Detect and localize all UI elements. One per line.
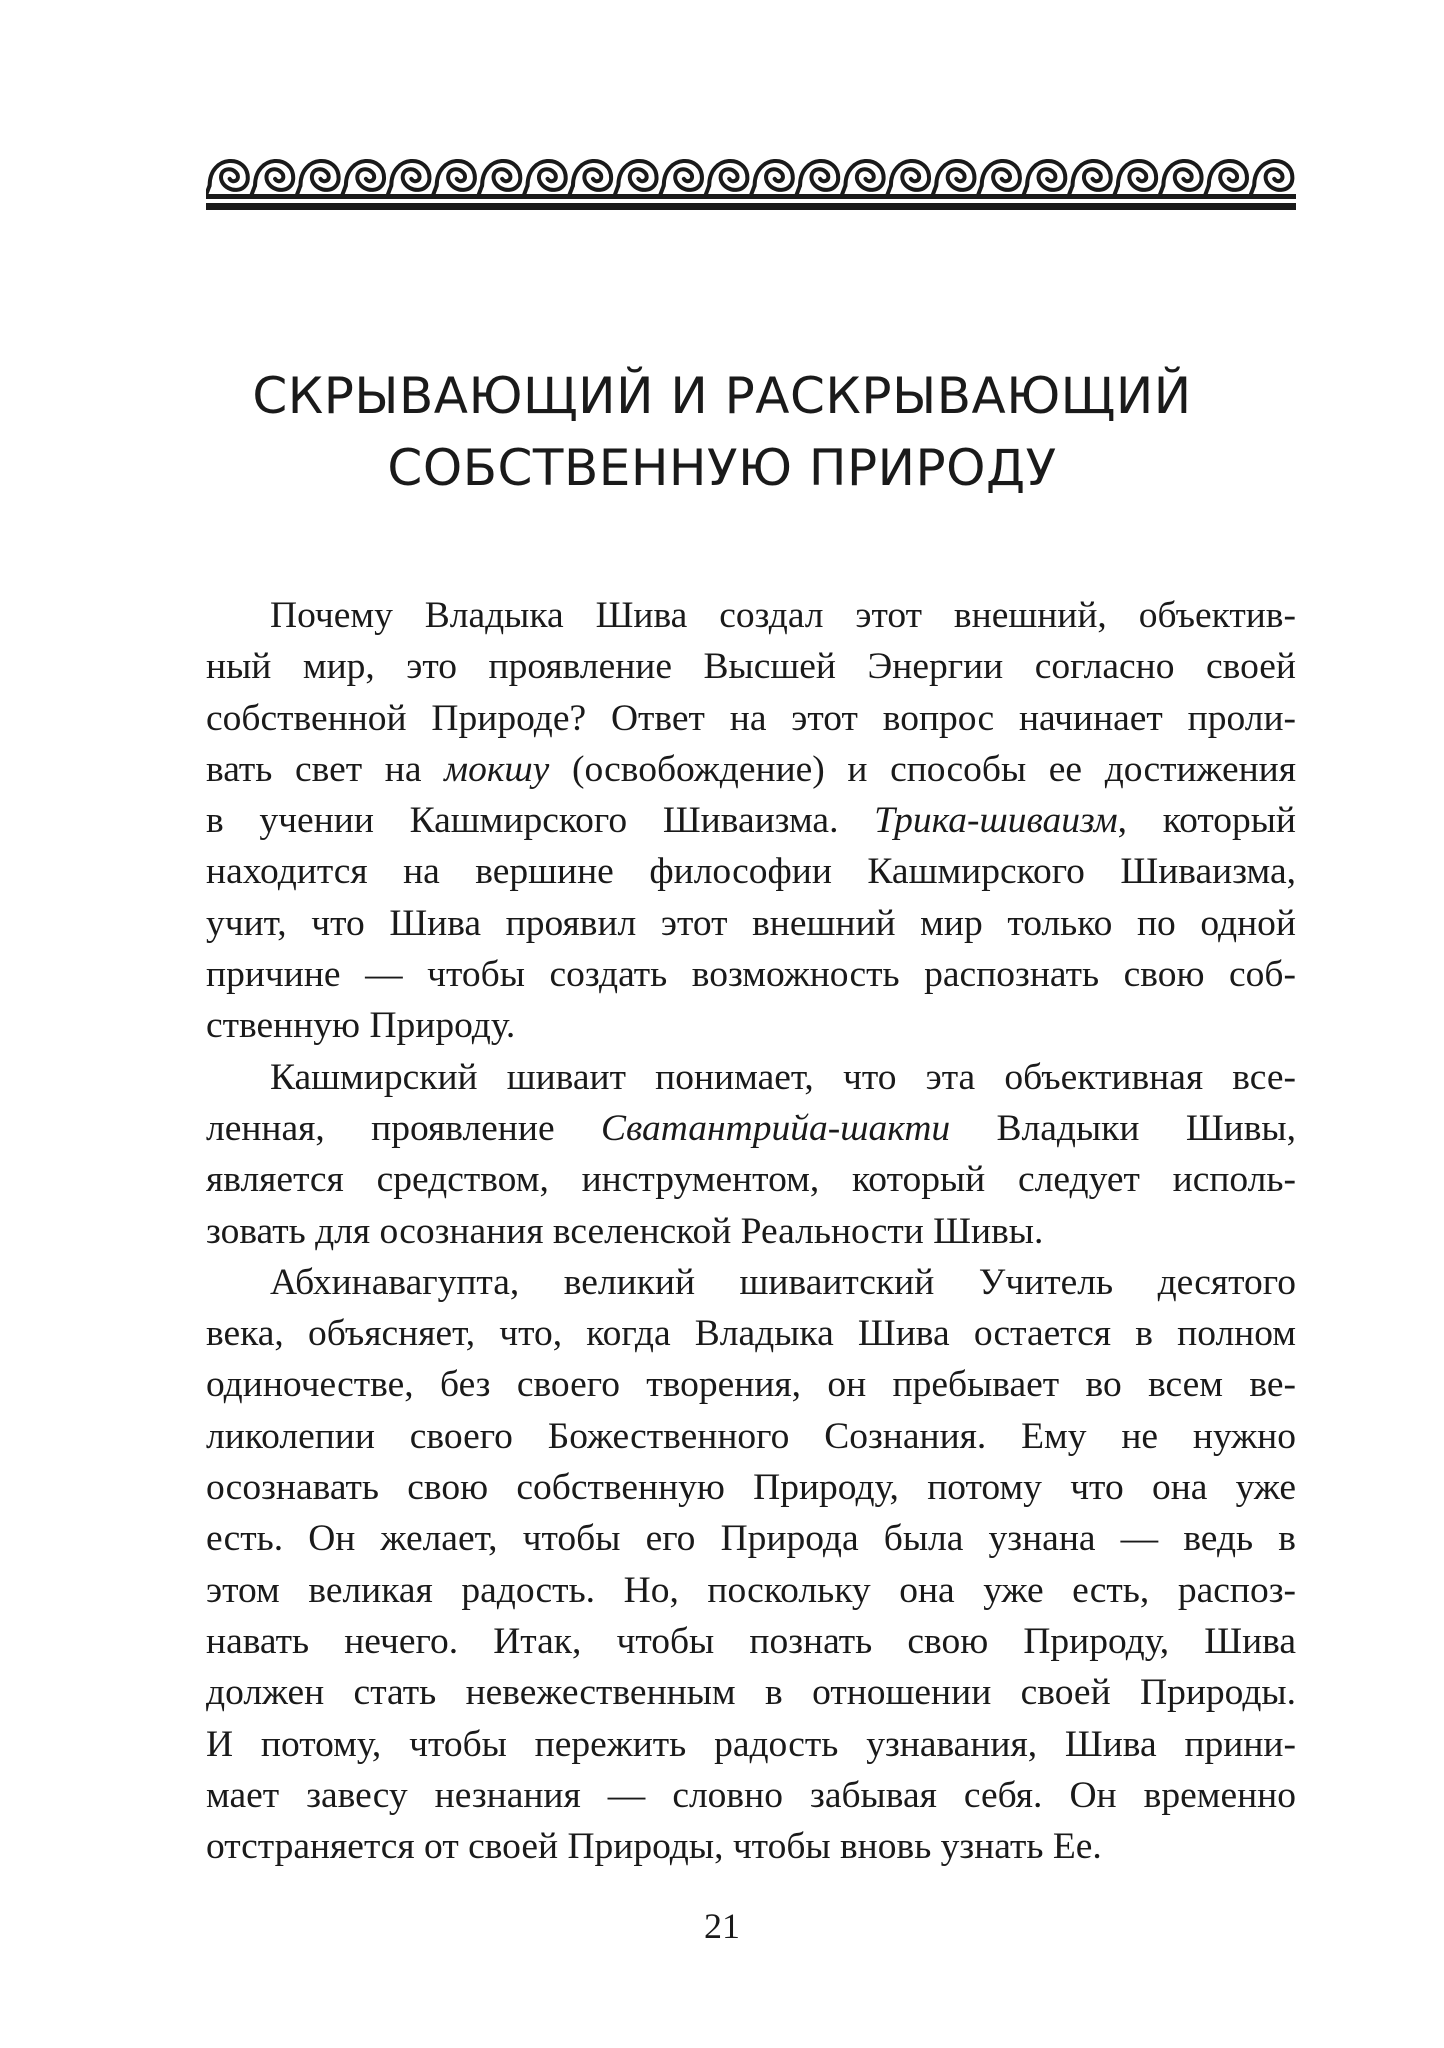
text-segment: ликолепии своего Божественного Сознания. Ему не нужно [206,1415,1296,1457]
spiral-icon [751,161,793,195]
text-segment: , который [1117,800,1296,842]
spiral-icon [660,161,702,195]
ornament-rule [206,203,1296,210]
paragraph [206,1052,1296,1257]
text-segment: вать свет на [206,748,445,790]
text-segment: ный мир, это проявление Высшей Энергии согласно своей [206,646,1296,688]
text-segment: ленная, проявление [206,1107,601,1149]
text-segment: Почему Владыка Шива создал этот внешний, объектив- [270,595,1296,636]
spiral-icon [479,161,521,195]
text-line [206,1821,1296,1872]
text-segment: есть. Он желает, чтобы его Природа была узнана — ведь в [206,1518,1296,1560]
spiral-icon [615,161,657,195]
spiral-icon [1024,161,1066,195]
chapter-title [150,360,1294,504]
text-line [206,693,1296,744]
text-line [206,1308,1296,1359]
paragraph [206,1257,1296,1873]
text-segment: этом великая радость. Но, поскольку она уже есть, распоз- [206,1569,1296,1611]
spiral-icon [297,161,339,195]
spiral-icon [706,161,748,195]
decorative-border-icon [206,145,1296,211]
text-segment: Владыки Шивы, [950,1107,1297,1149]
text-segment: должен стать невежественным в отношении своей Природы. [206,1672,1296,1714]
text-line [206,1719,1296,1770]
text-line [206,795,1296,846]
text-segment: является средством, инструментом, который следует исполь- [206,1159,1296,1201]
spiral-icon [206,161,248,195]
text-segment: Абхинавагупта, великий шиваитский Учитель десятого [270,1261,1296,1303]
paragraph [206,590,1296,1052]
spiral-icon [887,161,929,195]
spiral-icon [251,161,293,195]
text-segment: причине — чтобы создать возможность распознать свою соб- [206,954,1296,996]
spiral-icon [433,161,475,195]
spiral-icon [569,161,611,195]
text-line [206,1154,1296,1205]
spiral-icon [842,161,884,195]
text-line [206,1052,1296,1103]
text-segment: И потому, чтобы пережить радость узнавания, Шива прини- [206,1723,1296,1765]
text-segment: навать нечего. Итак, чтобы познать свою Природу, Шива [206,1620,1296,1662]
italic-term: Сватантрийа-шакти [600,1107,951,1149]
body-text [206,590,1296,1872]
text-line [206,1513,1296,1564]
text-line [206,744,1296,795]
spiral-icon [1205,161,1247,195]
text-segment: в учении Кашмирского Шиваизма. [206,800,875,842]
text-line [206,1667,1296,1718]
text-line [206,590,1296,641]
ornament-rule [206,194,1296,199]
text-segment: века, объясняет, что, когда Владыка Шива остается в полном [206,1313,1296,1355]
text-segment: одиночестве, без своего творения, он пребывает во всем ве- [206,1364,1296,1406]
italic-term: Трика-шиваизм [874,800,1118,842]
spiral-icon [1160,161,1202,195]
text-segment: отстраняется от своей Природы, чтобы вновь узнать Ее. [206,1826,1102,1868]
text-line [206,1359,1296,1410]
text-line [206,1411,1296,1462]
text-segment: Кашмирский шиваит понимает, что эта объективная все- [270,1056,1296,1098]
text-line [206,1257,1296,1308]
text-line [206,1462,1296,1513]
text-line [206,1206,1296,1257]
text-segment: (освобождение) и способы ее достижения [549,748,1296,790]
text-segment: учит, что Шива проявил этот внешний мир только по одной [206,902,1296,944]
text-segment: осознавать свою собственную Природу, потому что она уже [206,1467,1296,1509]
text-segment: зовать для осознания вселенской Реальности Шивы. [206,1210,1044,1252]
spiral-icon [933,161,975,195]
text-line [206,949,1296,1000]
spiral-icon [388,161,430,195]
text-segment: ственную Природу. [206,1005,516,1047]
spiral-icon [978,161,1020,195]
spiral-icon [342,161,384,195]
spiral-icon [1114,161,1156,195]
text-line [206,898,1296,949]
spiral-icon [524,161,566,195]
text-segment: собственной Природе? Ответ на этот вопрос начинает проли- [206,697,1296,739]
spiral-icon [1251,161,1293,195]
text-line [206,1565,1296,1616]
spiral-icon [796,161,838,195]
text-segment: мает завесу незнания — словно забывая себя. Он временно [206,1774,1296,1816]
spiral-icon [1069,161,1111,195]
italic-term: мокшу [444,748,550,790]
page-number: 21 [704,1906,740,1946]
text-line [206,641,1296,692]
text-segment: находится на вершине философии Кашмирского Шиваизма, [206,851,1296,893]
text-line [206,1616,1296,1667]
text-line [206,1770,1296,1821]
text-line [206,1103,1296,1154]
text-line [206,846,1296,897]
text-line [206,1000,1296,1051]
chapter-title-line-1: СКРЫВАЮЩИЙ И РАСКРЫВАЮЩИЙ [252,367,1192,425]
chapter-title-line-2: СОБСТВЕННУЮ ПРИРОДУ [387,439,1057,497]
